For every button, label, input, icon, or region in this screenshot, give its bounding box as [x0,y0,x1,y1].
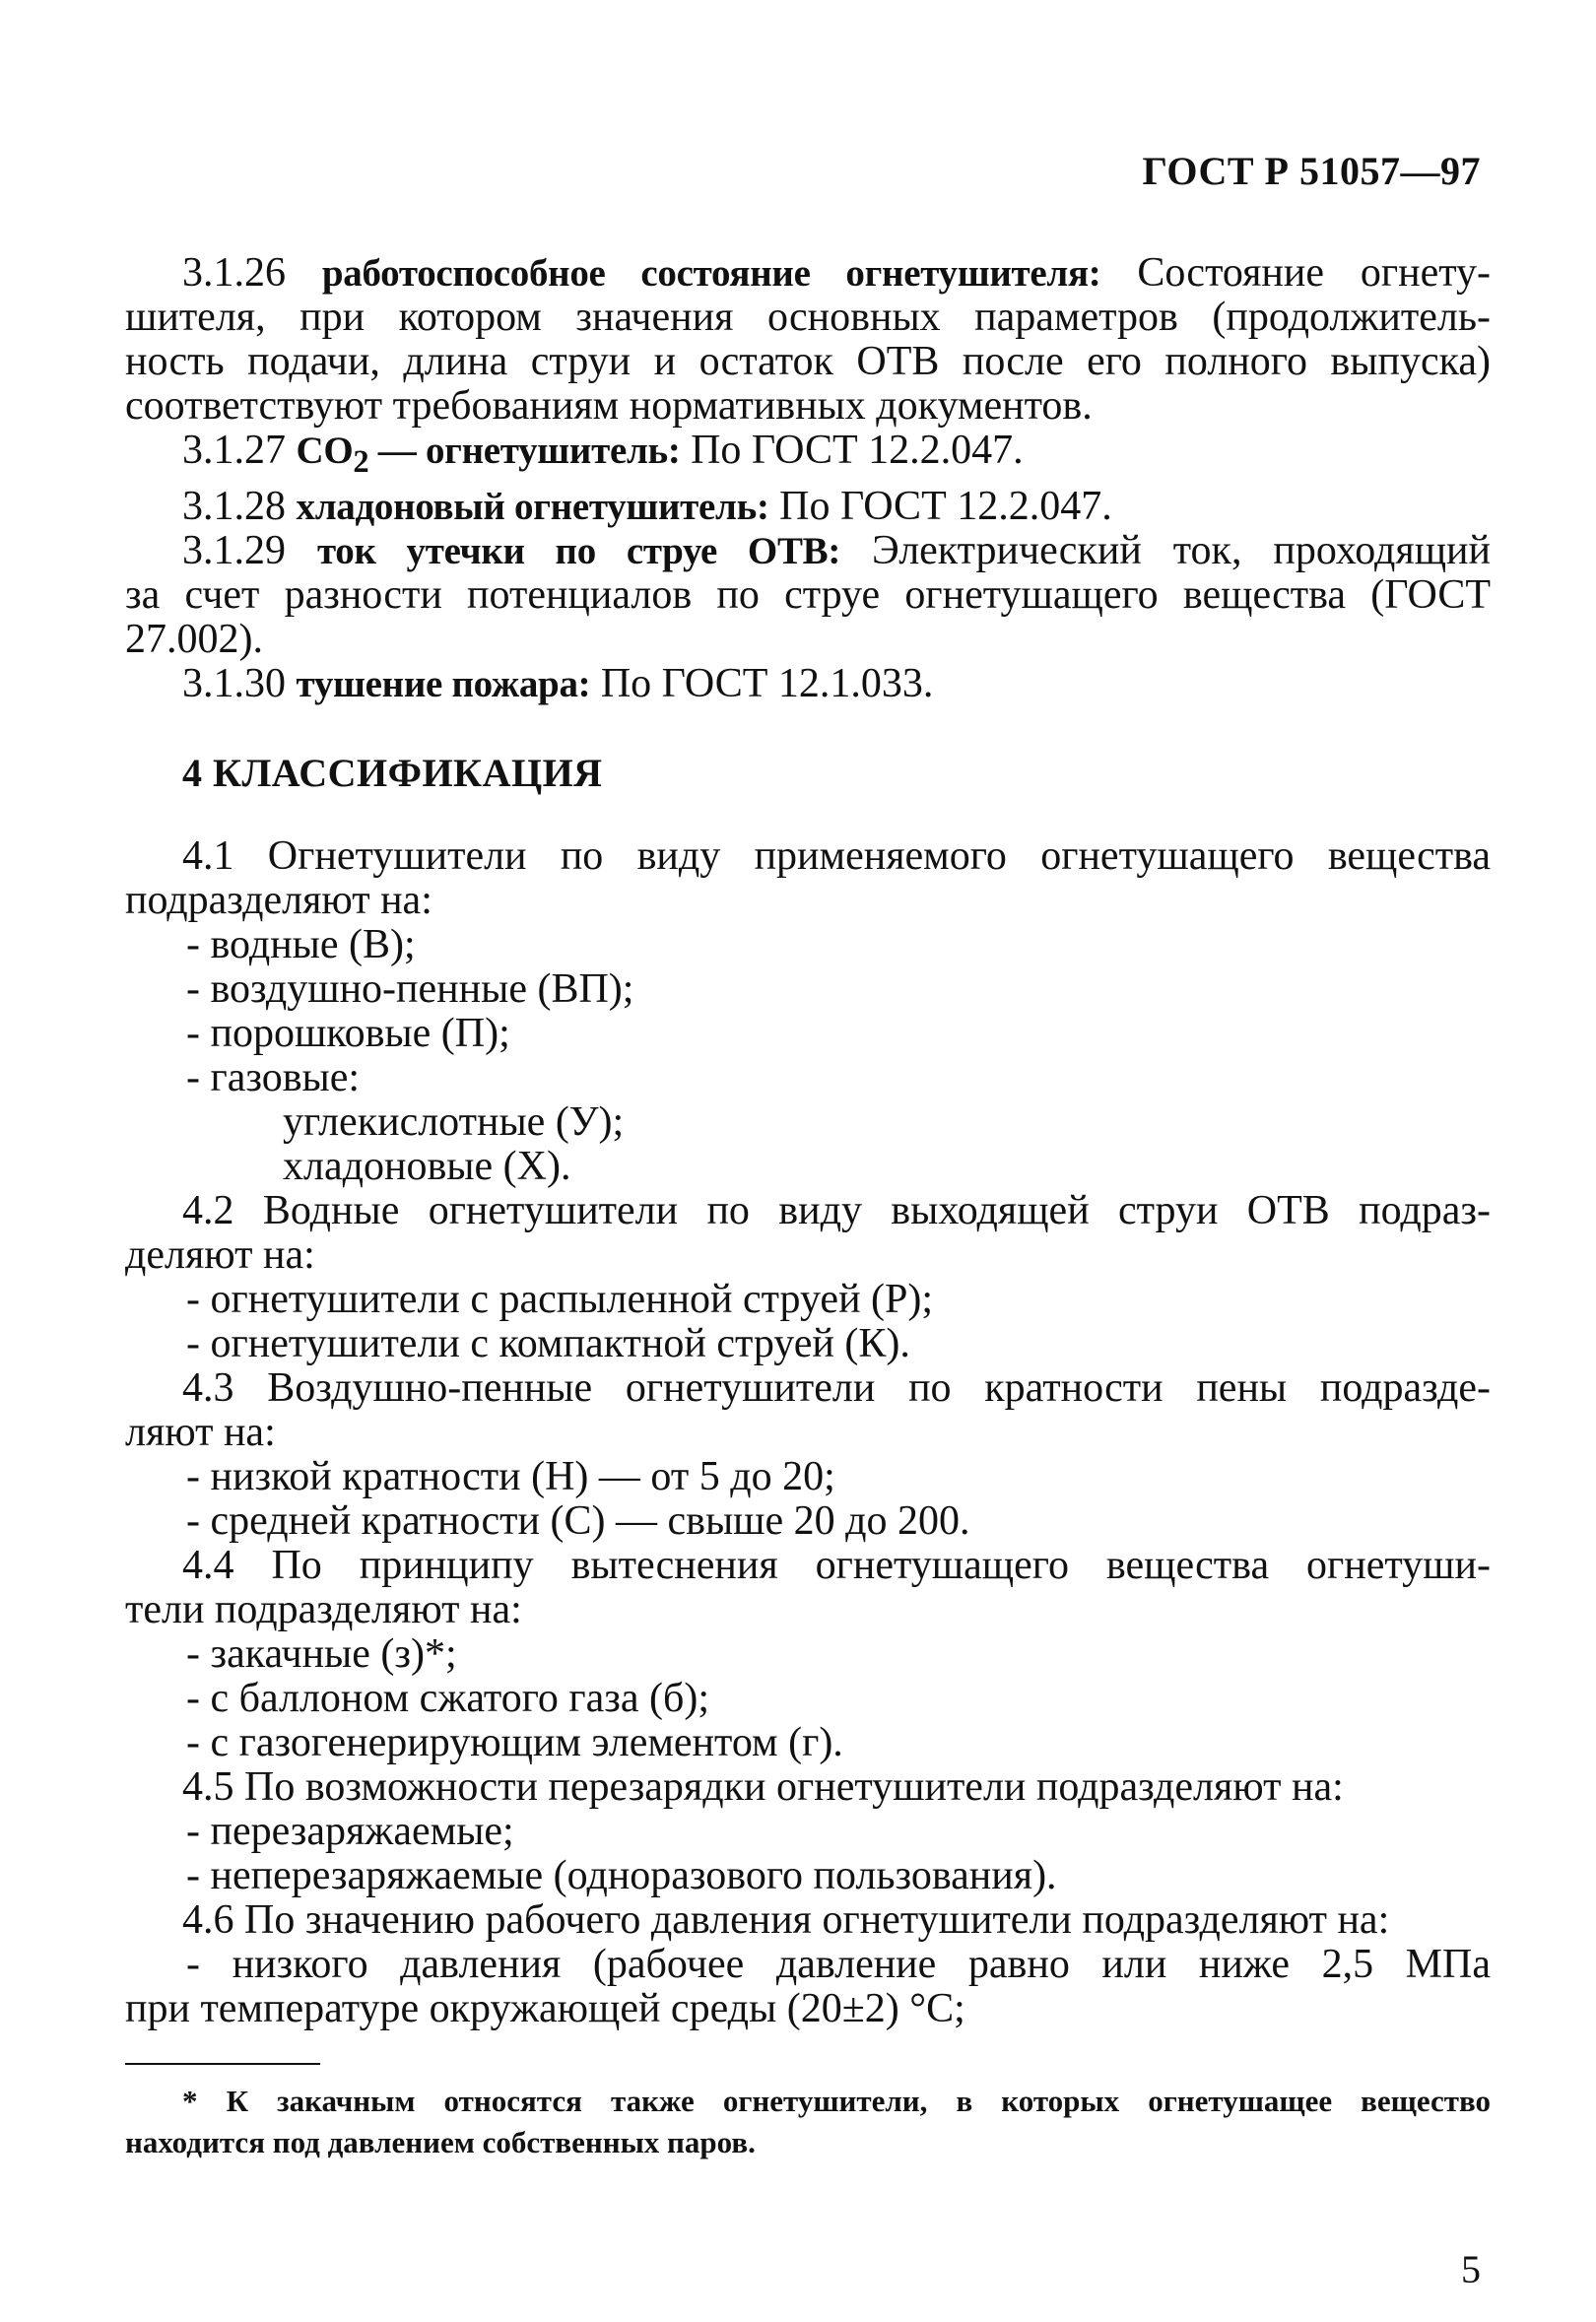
list-item: - воздушно-пенные (ВП); [186,965,634,1012]
list-item: - водные (В); [186,921,416,967]
paragraph-4-2: 4.2 Водные огнетушители по виду выходящей струи ОТВ подраз- [182,1187,1491,1233]
subscript: 2 [353,443,369,480]
co-symbol: CO [296,430,354,472]
definition-text: Состояние огнету- [1137,250,1492,296]
paragraph-line: деляют на: [125,1231,315,1278]
sub-list-item: хладоновые (Х). [283,1143,571,1189]
list-item: - неперезаряжаемые (одноразового пользования). [186,1852,1057,1898]
term: ток утечки по струе ОТВ: [316,529,841,572]
list-item: - огнетушители с компактной струей (К). [186,1320,910,1366]
term-suffix: — огнетушитель: [368,430,681,472]
clause-number: 3.1.29 [182,527,286,573]
paragraph-line: при температуре окружающей среды (20±2) °С; [125,1985,965,2031]
paragraph-line: ность подачи, длина струи и остаток ОТВ после его полного выпуска) [125,339,1491,384]
paragraph-3-1-26 [125,251,1491,296]
footnote-line: находится под давлением собственных паров. [125,2125,756,2159]
list-item: - с баллоном сжатого газа (б); [186,1675,709,1721]
list-item: - порошковые (П); [186,1010,510,1056]
page-number: 5 [1461,2247,1481,2291]
footnote-line: * К закачным относятся также огнетушители, в которых огнетушащее вещество [182,2084,1491,2118]
list-item: - закачные (з)*; [186,1630,457,1677]
list-item: - перезаряжаемые; [186,1808,514,1854]
section-heading: 4 КЛАССИФИКАЦИЯ [182,750,603,795]
paragraph-line: соответствуют требованиям нормативных документов. [125,383,1093,429]
paragraph-line: шителя, при котором значения основных параметров (продолжитель- [125,295,1491,340]
paragraph-4-4: 4.4 По принципу вытеснения огнетушащего вещества огнетуши- [182,1542,1491,1588]
clause-number: 3.1.26 [182,250,286,296]
sub-list-item: углекислотные (У); [283,1098,625,1145]
definition-text: По ГОСТ 12.1.033. [600,660,934,706]
definition-text: По ГОСТ 12.2.047. [779,483,1112,529]
clause-number: 3.1.30 [182,660,286,706]
footnote [125,2081,1491,2163]
list-item: - огнетушители с распыленной струей (Р); [186,1276,934,1322]
term: тушение пожара: [296,662,591,705]
paragraph-line: ляют на: [125,1409,276,1455]
paragraph-3-1-30 [125,662,1491,706]
paragraph-line: 27.002). [125,616,263,662]
definition-text: Электрический ток, проходящий [872,527,1491,573]
term [296,430,681,480]
footnote-separator [125,2063,320,2065]
document-header: ГОСТ Р 51057—97 [1142,149,1481,193]
term: хладоновый огнетушитель: [296,485,769,528]
clause-number: 3.1.28 [182,483,286,529]
clause-number: 3.1.27 [182,428,286,473]
document-body [125,251,1491,2031]
paragraph-line: подразделяют на: [125,877,432,923]
paragraph-3-1-28 [125,485,1491,529]
term: работоспособное состояние огнетушителя: [321,252,1101,295]
paragraph-line: тели подразделяют на: [125,1586,522,1632]
paragraph-4-6: 4.6 По значению рабочего давления огнетушители подразделяют на: [182,1896,1390,1943]
paragraph-4-1: 4.1 Огнетушители по виду применяемого огнетушащего вещества [182,832,1491,879]
list-item: - газовые: [186,1054,361,1100]
document-page [125,0,1495,2322]
paragraph-line: за счет разности потенциалов по струе огнетушащего вещества (ГОСТ [125,571,1491,618]
list-item: - низкого давления (рабочее давление равно или ниже 2,5 МПа [186,1941,1491,1987]
paragraph-4-3: 4.3 Воздушно-пенные огнетушители по кратности пены подразде- [182,1364,1491,1411]
list-item: - с газогенерирующим элементом (г). [186,1719,843,1765]
paragraph-3-1-27 [125,429,1491,485]
list-item: - средней кратности (С) — свыше 20 до 200. [186,1497,970,1544]
paragraph-4-5: 4.5 По возможности перезарядки огнетушители подразделяют на: [182,1763,1344,1810]
paragraph-3-1-29 [125,529,1491,573]
list-item: - низкой кратности (Н) — от 5 до 20; [186,1453,835,1499]
definition-text: По ГОСТ 12.2.047. [691,428,1024,473]
